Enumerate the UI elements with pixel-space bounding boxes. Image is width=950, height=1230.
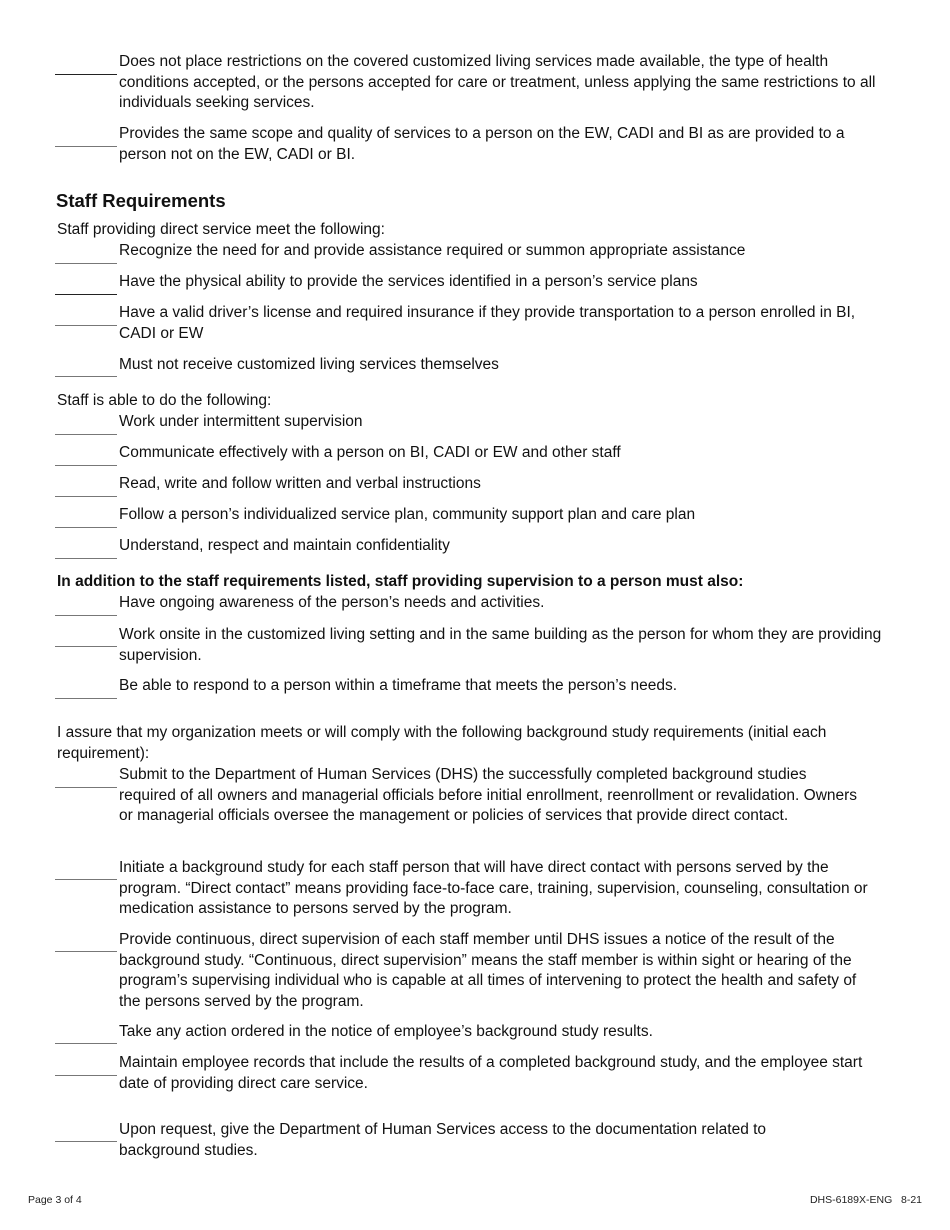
initial-line[interactable]	[55, 1043, 117, 1044]
intro-text: Staff providing direct service meet the following:	[57, 221, 385, 238]
initial-line[interactable]	[55, 527, 117, 528]
item-text: Submit to the Department of Human Services (DHS) the successfully completed background studies required of all owners and managerial officials before initial enrollment, reenrollment or revalidation. Owners or managerial officials oversee the management or policies of services that provide direct contact.	[119, 766, 858, 825]
item-text: Upon request, give the Department of Human Services access to the documentation related to background studies.	[119, 1121, 767, 1159]
item-text: Communicate effectively with a person on BI, CADI or EW and other staff	[119, 444, 621, 461]
item-text: Have the physical ability to provide the services identified in a person’s service plans	[119, 273, 698, 290]
intro-text: I assure that my organization meets or will comply with the following background study requirements (initial each requirement):	[57, 724, 827, 762]
item-text: Be able to respond to a person within a timeframe that meets the person’s needs.	[119, 677, 678, 694]
intro-text: Staff is able to do the following:	[57, 392, 272, 409]
initial-line[interactable]	[55, 465, 117, 466]
item-text: Maintain employee records that include the results of a completed background study, and the employee start date of providing direct care service.	[119, 1054, 863, 1092]
item-text: Have ongoing awareness of the person’s needs and activities.	[119, 594, 545, 611]
item-text: Have a valid driver’s license and required insurance if they provide transportation to a person enrolled in BI, CADI or EW	[119, 304, 856, 342]
initial-line[interactable]	[55, 74, 117, 75]
item-text: Recognize the need for and provide assistance required or summon appropriate assistance	[119, 242, 746, 259]
item-text: Read, write and follow written and verbal instructions	[119, 475, 481, 492]
initial-line[interactable]	[55, 1075, 117, 1076]
item-text: Understand, respect and maintain confidentiality	[119, 537, 450, 554]
item-text: Does not place restrictions on the covered customized living services made available, the type of health conditions accepted, or the persons accepted for care or treatment, unless applying the same restrictions to all individuals seeking services.	[119, 53, 876, 112]
item-text: Take any action ordered in the notice of employee’s background study results.	[119, 1023, 653, 1040]
initial-line[interactable]	[55, 787, 117, 788]
item-text: Provides the same scope and quality of services to a person on the EW, CADI and BI as are provided to a person not on the EW, CADI or BI.	[119, 125, 845, 163]
initial-line[interactable]	[55, 615, 117, 616]
initial-line[interactable]	[55, 496, 117, 497]
initial-line[interactable]	[55, 376, 117, 377]
item-text: Work under intermittent supervision	[119, 413, 363, 430]
section-heading: Staff Requirements	[56, 190, 226, 211]
item-text: Must not receive customized living services themselves	[119, 356, 499, 373]
initial-line[interactable]	[55, 879, 117, 880]
initial-line[interactable]	[55, 325, 117, 326]
item-text: Provide continuous, direct supervision of each staff member until DHS issues a notice of the result of the background study. “Continuous, direct supervision” means the staff member is within sight or hearing of the program’s supervising individual who is capable at all times of intervening to protect the health and safety of the persons served by the program.	[119, 931, 857, 1011]
initial-line[interactable]	[55, 951, 117, 952]
item-text: Work onsite in the customized living setting and in the same building as the person for whom they are providing supervision.	[119, 626, 882, 664]
item-text: Initiate a background study for each staff person that will have direct contact with persons served by the program. “Direct contact” means providing face-to-face care, training, supervision, counseling, consultation or medication assistance to persons served by the program.	[119, 859, 868, 918]
initial-line[interactable]	[55, 434, 117, 435]
item-text: Follow a person’s individualized service plan, community support plan and care plan	[119, 506, 696, 523]
initial-line[interactable]	[55, 698, 117, 699]
initial-line[interactable]	[55, 558, 117, 559]
initial-line[interactable]	[55, 263, 117, 264]
initial-line[interactable]	[55, 146, 117, 147]
form-id: DHS-6189X-ENG 8-21	[809, 1194, 922, 1206]
initial-line[interactable]	[55, 646, 117, 647]
initial-line[interactable]	[55, 1141, 117, 1142]
page-number: Page 3 of 4	[28, 1194, 82, 1206]
initial-line[interactable]	[55, 294, 117, 295]
intro-text-bold: In addition to the staff requirements listed, staff providing supervision to a person must also:	[57, 573, 744, 590]
